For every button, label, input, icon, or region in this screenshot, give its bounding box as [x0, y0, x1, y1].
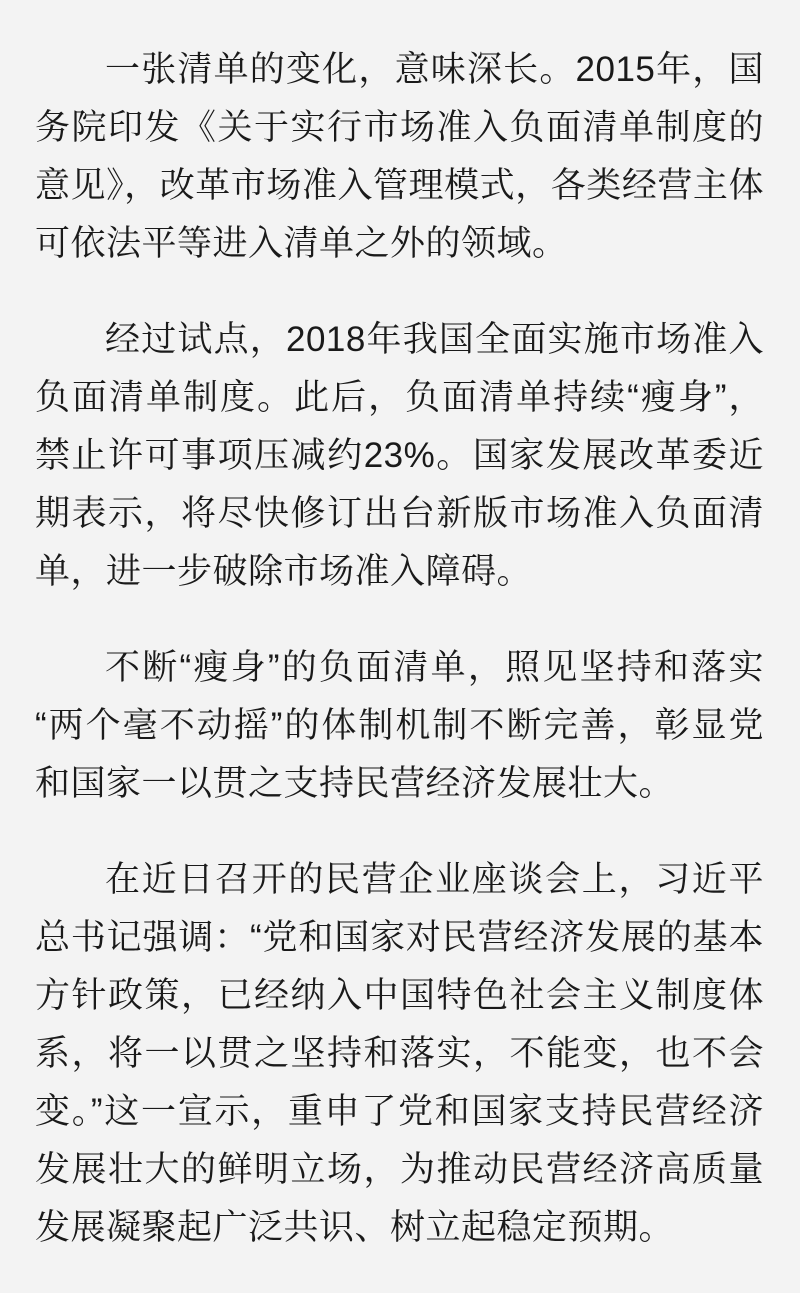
paragraph-1: 一张清单的变化，意味深长。2015年，国务院印发《关于实行市场准入负面清单制度的意见》，改革市场准入管理模式，各类经营主体可依法平等进入清单之外的领域。 — [35, 50, 764, 263]
paragraph-3: 不断“瘦身”的负面清单，照见坚持和落实“两个毫不动摇”的体制机制不断完善，彰显党和国家一以贯之支持民营经济发展壮大。 — [35, 648, 764, 803]
article-body — [35, 41, 764, 1257]
paragraph-4: 在近日召开的民营企业座谈会上，习近平总书记强调：“党和国家对民营经济发展的基本方针政策，已经纳入中国特色社会主义制度体系，将一以贯之坚持和落实，不能变，也不会变。”这一宣示，重申了党和国家支持民营经济发展壮大的鲜明立场，为推动民营经济高质量发展凝聚起广泛共识、树立起稳定预期。 — [35, 860, 764, 1247]
paragraph-2: 经过试点，2018年我国全面实施市场准入负面清单制度。此后，负面清单持续“瘦身”，禁止许可事项压减约23%。国家发展改革委近期表示，将尽快修订出台新版市场准入负面清单，进一步破除市场准入障碍。 — [35, 320, 764, 591]
